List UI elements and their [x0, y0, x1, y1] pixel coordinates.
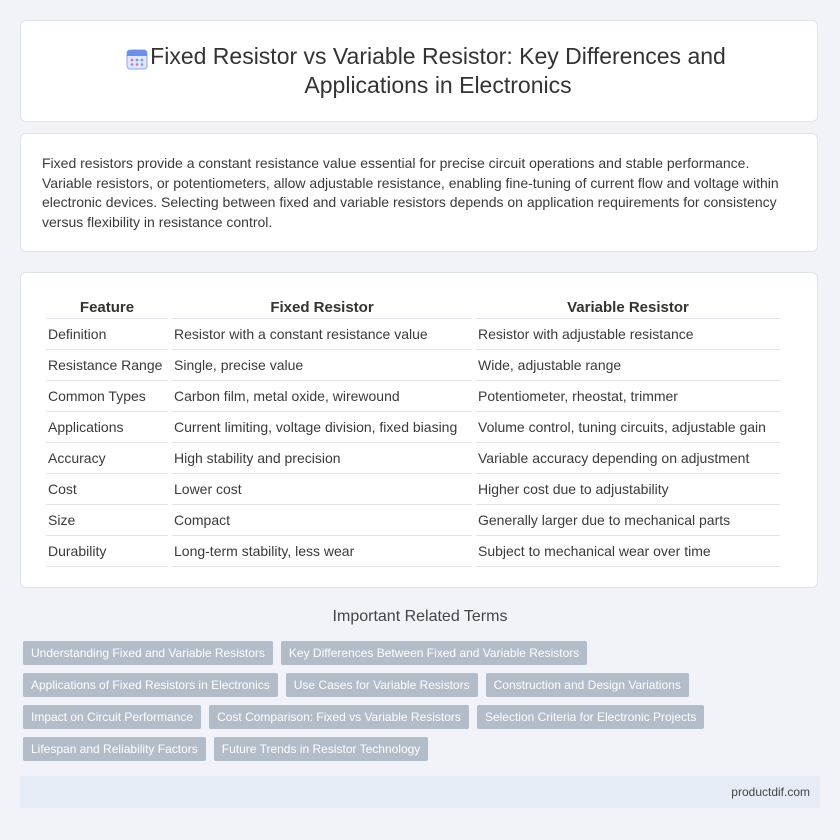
fixed-cell: Single, precise value	[172, 350, 472, 381]
variable-cell: Potentiometer, rheostat, trimmer	[476, 381, 780, 412]
tag-key-differences[interactable]: Key Differences Between Fixed and Variable Resistors	[281, 641, 587, 665]
tag-cost-comparison[interactable]: Cost Comparison: Fixed vs Variable Resistors	[209, 705, 469, 729]
related-terms-heading: Important Related Terms	[332, 608, 508, 625]
tag-understanding-fixed-variable[interactable]: Understanding Fixed and Variable Resistors	[23, 641, 273, 665]
intro-paragraph: Fixed resistors provide a constant resistance value essential for precise circuit operations and stable performance. Variable resistors, or potentiometers, allow adjustable resistance, enabling fine-tuning of current flow and voltage within electronic devices. Selecting between fixed and variable resistors depends on application requirements for consistency versus flexibility in resistance control.	[42, 155, 779, 230]
feature-cell: Cost	[46, 474, 168, 505]
intro-card	[20, 133, 818, 252]
feature-cell: Accuracy	[46, 443, 168, 474]
feature-cell: Applications	[46, 412, 168, 443]
comparison-table	[42, 296, 784, 567]
variable-cell: Wide, adjustable range	[476, 350, 780, 381]
feature-cell: Size	[46, 505, 168, 536]
fixed-cell: Long-term stability, less wear	[172, 536, 472, 567]
fixed-cell: High stability and precision	[172, 443, 472, 474]
table-row	[46, 474, 780, 505]
fixed-cell: Lower cost	[172, 474, 472, 505]
variable-cell: Higher cost due to adjustability	[476, 474, 780, 505]
variable-cell: Resistor with adjustable resistance	[476, 319, 780, 350]
header-feature: Feature	[46, 296, 168, 319]
variable-cell: Subject to mechanical wear over time	[476, 536, 780, 567]
fixed-cell: Carbon film, metal oxide, wirewound	[172, 381, 472, 412]
tag-future-trends[interactable]: Future Trends in Resistor Technology	[214, 737, 429, 761]
feature-cell: Common Types	[46, 381, 168, 412]
tag-circuit-performance[interactable]: Impact on Circuit Performance	[23, 705, 201, 729]
feature-cell: Durability	[46, 536, 168, 567]
footer-site-link[interactable]: productdif.com	[731, 785, 810, 799]
tag-use-cases-variable[interactable]: Use Cases for Variable Resistors	[286, 673, 478, 697]
variable-cell: Generally larger due to mechanical parts	[476, 505, 780, 536]
footer	[20, 776, 820, 808]
tag-selection-criteria[interactable]: Selection Criteria for Electronic Projects	[477, 705, 704, 729]
table-row	[46, 536, 780, 567]
tag-row	[23, 673, 813, 697]
fixed-cell: Compact	[172, 505, 472, 536]
table-row	[46, 443, 780, 474]
tag-row	[23, 641, 813, 665]
tag-row	[23, 737, 813, 761]
table-header-row	[46, 296, 780, 319]
variable-cell: Variable accuracy depending on adjustment	[476, 443, 780, 474]
fixed-cell: Resistor with a constant resistance value	[172, 319, 472, 350]
related-terms-tags	[23, 641, 813, 769]
tag-applications-fixed[interactable]: Applications of Fixed Resistors in Electronics	[23, 673, 278, 697]
table-row	[46, 381, 780, 412]
feature-cell: Resistance Range	[46, 350, 168, 381]
table-row	[46, 412, 780, 443]
header-variable-resistor: Variable Resistor	[476, 296, 780, 319]
tag-lifespan-reliability[interactable]: Lifespan and Reliability Factors	[23, 737, 206, 761]
header-fixed-resistor: Fixed Resistor	[172, 296, 472, 319]
fixed-cell: Current limiting, voltage division, fixed biasing	[172, 412, 472, 443]
feature-cell: Definition	[46, 319, 168, 350]
tag-construction-design[interactable]: Construction and Design Variations	[486, 673, 689, 697]
page-title: Fixed Resistor vs Variable Resistor: Key Differences and Applications in Electronics	[150, 43, 726, 98]
comparison-card	[20, 272, 818, 588]
table-row	[46, 319, 780, 350]
table-row	[46, 505, 780, 536]
variable-cell: Volume control, tuning circuits, adjustable gain	[476, 412, 780, 443]
table-row	[46, 350, 780, 381]
tag-row	[23, 705, 813, 729]
title-card	[20, 20, 818, 122]
